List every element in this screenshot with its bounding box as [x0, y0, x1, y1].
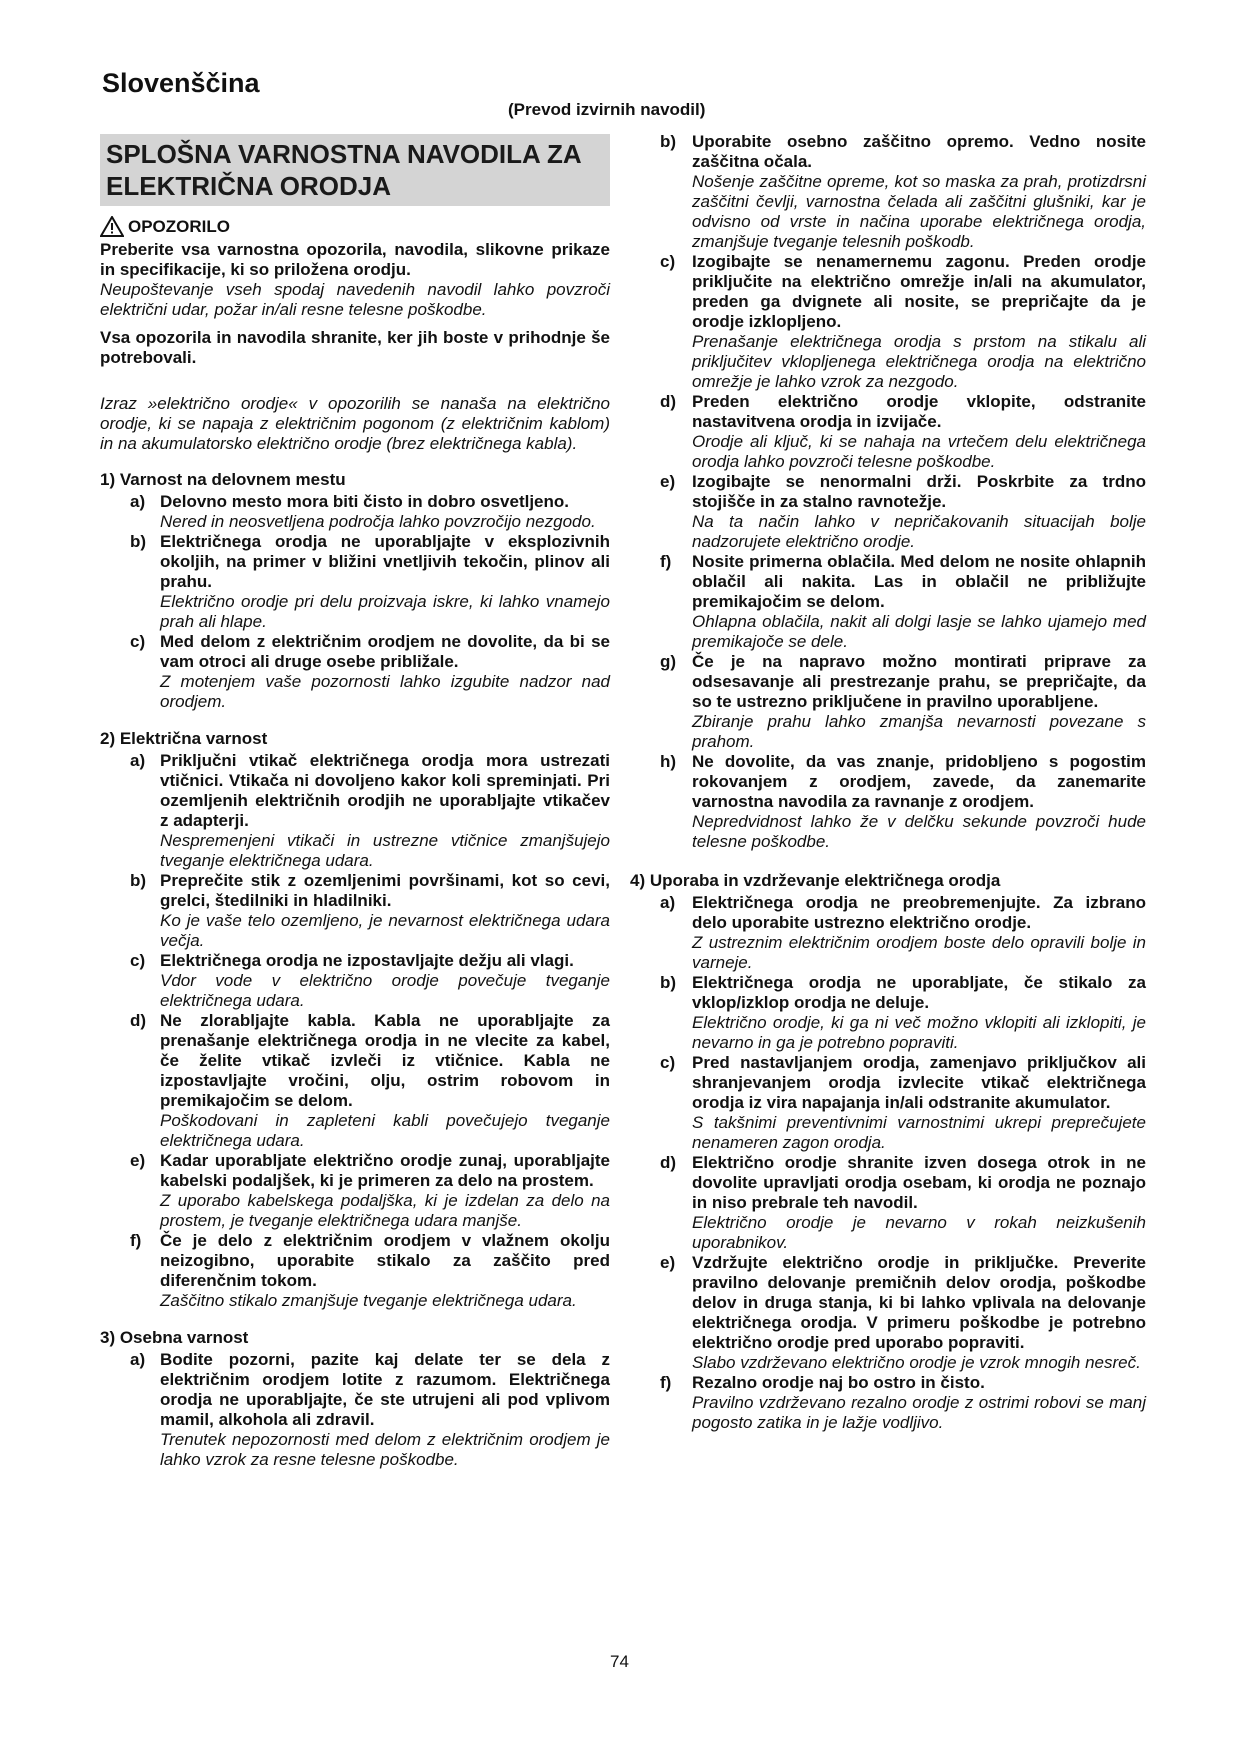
translation-note: (Prevod izvirnih navodil) [508, 100, 706, 119]
keep-instructions-text: Vsa opozorila in navodila shranite, ker jih boste v prihodnje še potrebovali. [100, 328, 610, 367]
list-item: b) Uporabite osebno zaščitno opremo. Vedno nosite zaščitna očala. Nošenje zaščitne opreme, kot so maska za prah, protizdrsni zaščitni čevlji, varnostna čelada ali zaščitni glušniki, kar je odvisno od vrste in načina uporabe električnega orodja, zmanjšuje tveganje telesnih poškodb. [660, 132, 1146, 251]
list-item: f) Če je delo z električnim orodjem v vlažnem okolju neizogibno, uporabite stikalo za zaščito pred diferenčnim tokom. Zaščitno stikalo zmanjšuje tveganje električnega udara. [130, 1231, 610, 1310]
warning-label: OPOZORILO [128, 216, 230, 236]
list-item: b) Preprečite stik z ozemljenimi površinami, kot so cevi, grelci, štedilniki in hladilniki. Ko je vaše telo ozemljeno, je nevarnost električnega udara večja. [130, 871, 610, 950]
page-number: 74 [610, 1652, 629, 1671]
right-column [630, 132, 1146, 1433]
list-item: a) Električnega orodja ne preobremenjujte. Za izbrano delo uporabite ustrezno električno orodje. Z ustreznim električnim orodjem boste delo opravili bolje in varneje. [660, 893, 1146, 972]
section-1-items [100, 492, 610, 712]
list-item: b) Električnega orodja ne uporabljajte v eksplozivnih okoljih, na primer v bližini vnetljivih tekočin, plinov ali prahu. Električno orodje pri delu proizvaja iskre, ki lahko vnamejo prah ali hlape. [130, 532, 610, 631]
list-item: f) Nosite primerna oblačila. Med delom ne nosite ohlapnih oblačil ali nakita. Las in oblačil ne približujte premikajočim se delom. Ohlapna oblačila, nakit ali dolgi lasje se lahko ujamejo med premikajoče se dele. [660, 552, 1146, 651]
section-heading: 4) Uporaba in vzdrževanje električnega orodja [630, 871, 1001, 890]
warning-bold-text: Preberite vsa varnostna opozorila, navodila, slikovne prikaze in specifikacije, ki so priložena orodju. [100, 240, 610, 279]
list-item: d) Električno orodje shranite izven dosega otrok in ne dovolite upravljati orodja osebam, ki orodja ne poznajo in niso prebrale teh navodil. Električno orodje je nevarno v rokah neizkušenih uporabnikov. [660, 1153, 1146, 1252]
list-item: a) Priključni vtikač električnega orodja mora ustrezati vtičnici. Vtikača ni dovoljeno kakor koli spreminjati. Pri ozemljenih električnih orodjih ne uporabljajte vtikačev z adapterji. Nespremenjeni vtikači in ustrezne vtičnice zmanjšujejo tveganje električnega udara. [130, 751, 610, 870]
list-item: d) Ne zlorabljajte kabla. Kabla ne uporabljajte za prenašanje električnega orodja in ne vlecite za kabel, če želite vtikač izvleči iz vtičnice. Kabla ne izpostavljajte vročini, olju, ostrim robovom in premikajočim se delom. Poškodovani in zapleteni kabli povečujejo tveganje električnega udara. [130, 1011, 610, 1150]
list-item: g) Če je na napravo možno montirati priprave za odsesavanje ali prestrezanje prahu, se prepričajte, da so te ustrezno priključene in pravilno uporabljene. Zbiranje prahu lahko zmanjša nevarnosti povezane s prahom. [660, 652, 1146, 751]
section-heading: 2) Električna varnost [100, 729, 268, 748]
list-item: e) Kadar uporabljate električno orodje zunaj, uporabljajte kabelski podaljšek, ki je primeren za delo na prostem. Z uporabo kabelskega podaljška, ki je izdelan za delo na prostem, je tveganje električnega udara manjše. [130, 1151, 610, 1230]
list-item: c) Izogibajte se nenamernemu zagonu. Preden orodje priključite na električno omrežje in/ali na akumulator, preden ga dvignete ali nosite, se prepričajte da je orodje izklopljeno. Prenašanje električnega orodja s prstom na stikalu ali priključitev vklopljenega električnega orodja na električno omrežje je lahko vzrok za nezgodo. [660, 252, 1146, 391]
section-3-items-left [100, 1350, 610, 1470]
warning-triangle-icon [100, 216, 124, 237]
list-item: b) Električnega orodja ne uporabljate, če stikalo za vklop/izklop orodja ne deluje. Električno orodje, ki ga ni več možno vklopiti ali izklopiti, je nevarno in ga je potrebno popraviti. [660, 973, 1146, 1052]
section-title: SPLOŠNA VARNOSTNA NAVODILA ZA ELEKTRIČNA ORODJA [100, 134, 610, 206]
list-item: a) Delovno mesto mora biti čisto in dobro osvetljeno. Nered in neosvetljena področja lahko povzročijo nezgodo. [130, 492, 596, 531]
list-item: d) Preden električno orodje vklopite, odstranite nastavitvena orodja in izvijače. Orodje ali ključ, ki se nahaja na vrtečem delu električnega orodja lahko povzroči telesne poškodbe. [660, 392, 1146, 471]
section-2-items [100, 751, 610, 1311]
list-item: c) Električnega orodja ne izpostavljajte dežju ali vlagi. Vdor vode v električno orodje povečuje tveganje električnega udara. [130, 951, 610, 1010]
definition-text: Izraz »električno orodje« v opozorilih se nanaša na električno orodje, ki se napaja z električnim pogonom (z električnim kablom) in na akumulatorsko električno orodje (brez električnega kabla). [100, 394, 610, 453]
list-item: e) Vzdržujte električno orodje in priključke. Preverite pravilno delovanje premičnih delov orodja, poškodbe delov in druga stanja, ki bi lahko vplivala na delovanje električnega orodja. V primeru poškodbe je potrebno električno orodje pred uporabo popraviti. Slabo vzdrževano električno orodje je vzrok mnogih nesreč. [660, 1253, 1146, 1372]
list-item: c) Med delom z električnim orodjem ne dovolite, da bi se vam otroci ali druge osebe približale. Z motenjem vaše pozornosti lahko izgubite nadzor nad orodjem. [130, 632, 610, 711]
list-item: f) Rezalno orodje naj bo ostro in čisto. Pravilno vzdrževano rezalno orodje z ostrimi robovi se manj pogosto zatika in je lažje vodljivo. [660, 1373, 1146, 1432]
warning-label-row [100, 216, 610, 237]
list-item: c) Pred nastavljanjem orodja, zamenjavo priključkov ali shranjevanjem orodja izvlecite vtikač električnega orodja iz vira napajanja in/ali odstranite akumulator. S takšnimi preventivnimi varnostnimi ukrepi preprečujete nenameren zagon orodja. [660, 1053, 1146, 1152]
list-item: h) Ne dovolite, da vas znanje, pridobljeno s pogostim rokovanjem z orodjem, zavede, da zanemarite varnostna navodila za ravnanje z orodjem. Nepredvidnost lahko že v delčku sekunde povzroči hude telesne poškodbe. [660, 752, 1146, 851]
list-item: e) Izogibajte se nenormalni drži. Poskrbite za trdno stojišče in za stalno ravnotežje. Na ta način lahko v nepričakovanih situacijah bolje nadzorujete električno orodje. [660, 472, 1146, 551]
warning-italic-text: Neupoštevanje vseh spodaj navedenih navodil lahko povzroči električni udar, požar in/ali resne telesne poškodbe. [100, 280, 610, 319]
left-column [100, 134, 610, 1470]
language-heading: Slovenščina [102, 68, 260, 98]
list-item: a) Bodite pozorni, pazite kaj delate ter se dela z električnim orodjem lotite z razumom. Električnega orodja ne uporabljajte, če ste utrujeni ali pod vplivom mamil, alkohola ali zdravil. Trenutek nepozornosti med delom z električnim orodjem je lahko vzrok za resne telesne poškodbe. [130, 1350, 610, 1469]
section-heading: 1) Varnost na delovnem mestu [100, 470, 346, 489]
section-heading: 3) Osebna varnost [100, 1328, 249, 1347]
